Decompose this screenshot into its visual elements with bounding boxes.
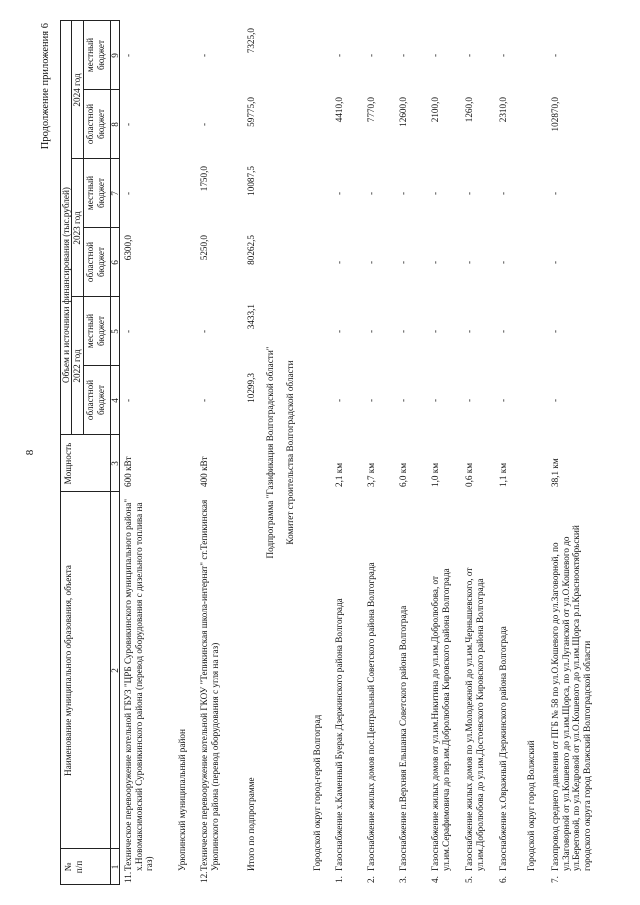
header-year-2023: 2023 год (72, 211, 82, 245)
cell-local-2022: - (430, 329, 440, 334)
cell-regional-2022: - (498, 398, 508, 403)
cell-regional-2023: 6300,0 (123, 235, 133, 261)
row-num: 2. (366, 876, 376, 883)
col-index-1: 1 (110, 864, 120, 870)
cell-regional-2022: - (199, 398, 209, 403)
header-regional-2022: областной бюджет (85, 379, 106, 421)
continuation-label: Продолжение приложения 6 (40, 23, 51, 150)
cell-regional-2023: - (366, 260, 376, 265)
cell-regional-2024: 4410,0 (334, 97, 344, 123)
header-local-2023: местный бюджет (85, 175, 106, 211)
row-name: Газоснабжение х.Овражный Дзержинского района Волгограда (498, 626, 508, 871)
cell-local-2022: - (334, 329, 344, 334)
row-name: Газоснабжение жилых домов по ул.Молодежной до ул.им.Чернышевского, от ул.им.Добролюбова до ул.им.Достоевского Кировского района Волгограда (464, 567, 485, 871)
row-num: 4. (430, 876, 440, 883)
row-name: Газоснабжение жилых домов от ул.им.Никитина до ул.им.Добролюбова, от ул.им.Серафимовича до пер.им.Добролюбова Кировского района Волгограда (430, 568, 451, 871)
col-index-6: 6 (110, 260, 120, 265)
row-name: Техническое перевооружение котельной ГКОУ "Тепикинская школа-интернат" ст.Тепикинская Урюпинского района (перевод оборудования с угля на газ) (199, 499, 220, 871)
header-regional-2023: областной бюджет (85, 241, 106, 283)
col-index-9: 9 (110, 53, 120, 58)
cell-local-2023: - (464, 191, 474, 196)
rotated-table-sheet (20, 20, 620, 885)
cell-local-2023: - (550, 191, 560, 196)
cell-regional-2022: - (334, 398, 344, 403)
section-heading: Городской округ город Волжский (526, 740, 536, 871)
row-num: 3. (398, 876, 408, 883)
cell-local-2022: - (398, 329, 408, 334)
row-power: 0,6 км (464, 462, 474, 487)
cell-local-2022: - (464, 329, 474, 334)
cell-local-2024: - (498, 53, 508, 58)
header-name: Наименование муниципального образования, объекта (63, 565, 73, 776)
header-year-2022: 2022 год (72, 349, 82, 383)
cell-local-2023: 1750,0 (199, 166, 209, 192)
row-name: Газоснабжение х.Каменный Буерак Дзержинского района Волгограда (334, 598, 344, 871)
cell-regional-2024: 7770,0 (366, 97, 376, 123)
header-year-2024: 2024 год (72, 73, 82, 107)
header-local-2022: местный бюджет (85, 313, 106, 349)
cell-regional-2024: 2310,0 (498, 97, 508, 123)
row-power: 3,7 км (366, 462, 376, 487)
cell-local-2024: - (430, 53, 440, 58)
header-local-2024: местный бюджет (85, 37, 106, 73)
row-num: 6. (498, 876, 508, 883)
row-num: 7. (550, 876, 560, 883)
header-regional-2024: областной бюджет (85, 103, 106, 145)
cell-local-2024: - (550, 53, 560, 58)
row-num: 12. (199, 871, 209, 883)
cell-local-2023: - (498, 191, 508, 196)
cell-regional-2023: - (334, 260, 344, 265)
cell-regional-2022: - (550, 398, 560, 403)
col-index-8: 8 (110, 122, 120, 127)
col-index-4: 4 (110, 398, 120, 403)
cell-regional-2022: - (366, 398, 376, 403)
row-num: 1. (334, 876, 344, 883)
row-power: 1,1 км (498, 462, 508, 487)
row-num: 11. (123, 871, 133, 883)
cell-local-2024: - (123, 53, 133, 58)
header-num: № п/п (63, 860, 84, 874)
total-regional-2022: 10299,3 (246, 373, 256, 403)
cell-local-2022: - (199, 329, 209, 334)
cell-regional-2023: - (550, 260, 560, 265)
col-index-5: 5 (110, 329, 120, 334)
cell-regional-2022: - (430, 398, 440, 403)
total-local-2024: 7325,0 (246, 28, 256, 54)
cell-regional-2022: - (398, 398, 408, 403)
header-power: Мощность (63, 442, 73, 485)
cell-regional-2024: - (199, 122, 209, 127)
cell-local-2022: - (550, 329, 560, 334)
total-regional-2023: 80262,5 (246, 235, 256, 265)
header-volume: Объем и источники финансирования (тыс.рублей) (61, 187, 71, 383)
total-local-2022: 3433,1 (246, 304, 256, 330)
col-index-3: 3 (110, 461, 120, 466)
row-power: 2,1 км (334, 462, 344, 487)
cell-regional-2024: 12600,0 (398, 97, 408, 127)
cell-local-2023: - (123, 191, 133, 196)
cell-regional-2024: 1260,0 (464, 97, 474, 123)
cell-local-2022: - (366, 329, 376, 334)
cell-local-2024: - (464, 53, 474, 58)
cell-local-2023: - (366, 191, 376, 196)
cell-local-2024: - (334, 53, 344, 58)
committee-title: Комитет строительства Волгоградской области (285, 360, 295, 545)
cell-regional-2024: - (123, 122, 133, 127)
row-power: 6,0 км (398, 462, 408, 487)
cell-regional-2023: - (498, 260, 508, 265)
row-power: 1,0 км (430, 462, 440, 487)
page-number: 8 (24, 449, 36, 456)
total-regional-2024: 59775,0 (246, 97, 256, 127)
cell-regional-2023: - (430, 260, 440, 265)
col-index-7: 7 (110, 191, 120, 196)
cell-regional-2022: - (464, 398, 474, 403)
cell-regional-2023: - (464, 260, 474, 265)
cell-regional-2023: 5250,0 (199, 235, 209, 261)
row-power: 38,1 км (550, 458, 560, 487)
cell-local-2024: - (366, 53, 376, 58)
cell-local-2022: - (498, 329, 508, 334)
cell-regional-2022: - (123, 398, 133, 403)
cell-local-2023: - (430, 191, 440, 196)
row-power: 400 кВт (199, 456, 209, 487)
cell-regional-2023: - (398, 260, 408, 265)
subprogram-title: Подпрограмма "Газификация Волгоградской области" (265, 346, 275, 559)
cell-local-2023: - (334, 191, 344, 196)
row-name: Газопровод среднего давления от ПГБ № 58 по ул.О.Кошевого до ул.Заговорной, по ул.Заговорной от ул.Кошевого до ул.им.Щорса, по ул.Луганской от ул.О.Кошевого до ул.Береговой, по ул.Кедровой от ул.О.Кошевого до ул.им.Щорса р.п.Краснооктябрьский городского округа город Волжский Волгоградской области (550, 525, 592, 871)
row-num: 5. (464, 876, 474, 883)
subtotal-label: Итого по подпрограмме (246, 777, 256, 871)
row-name: Газоснабжение п.Верхняя Ельшанка Советского района Волгограда (398, 605, 408, 871)
section-heading: Городской округ город-герой Волгоград (312, 714, 322, 871)
cell-local-2024: - (398, 53, 408, 58)
col-index-2: 2 (110, 668, 120, 673)
total-local-2023: 10087,5 (246, 166, 256, 196)
cell-local-2022: - (123, 329, 133, 334)
row-power: 600 кВт (123, 456, 133, 487)
row-name: Газоснабжение жилых домов пос.Центральный Советского района Волгограда (366, 562, 376, 871)
cell-regional-2024: 102870,0 (550, 97, 560, 132)
cell-local-2023: - (398, 191, 408, 196)
section-heading: Урюпинский муниципальный район (177, 729, 187, 871)
cell-regional-2024: 2100,0 (430, 97, 440, 123)
cell-local-2024: - (199, 53, 209, 58)
row-name: Техническое перевооружение котельной ГБУЗ "ЦРБ Суровикинского муниципального района" х.Новомаксимовский Суровикинского района (перевод оборудования с дизельного топлива на газ) (123, 498, 154, 871)
